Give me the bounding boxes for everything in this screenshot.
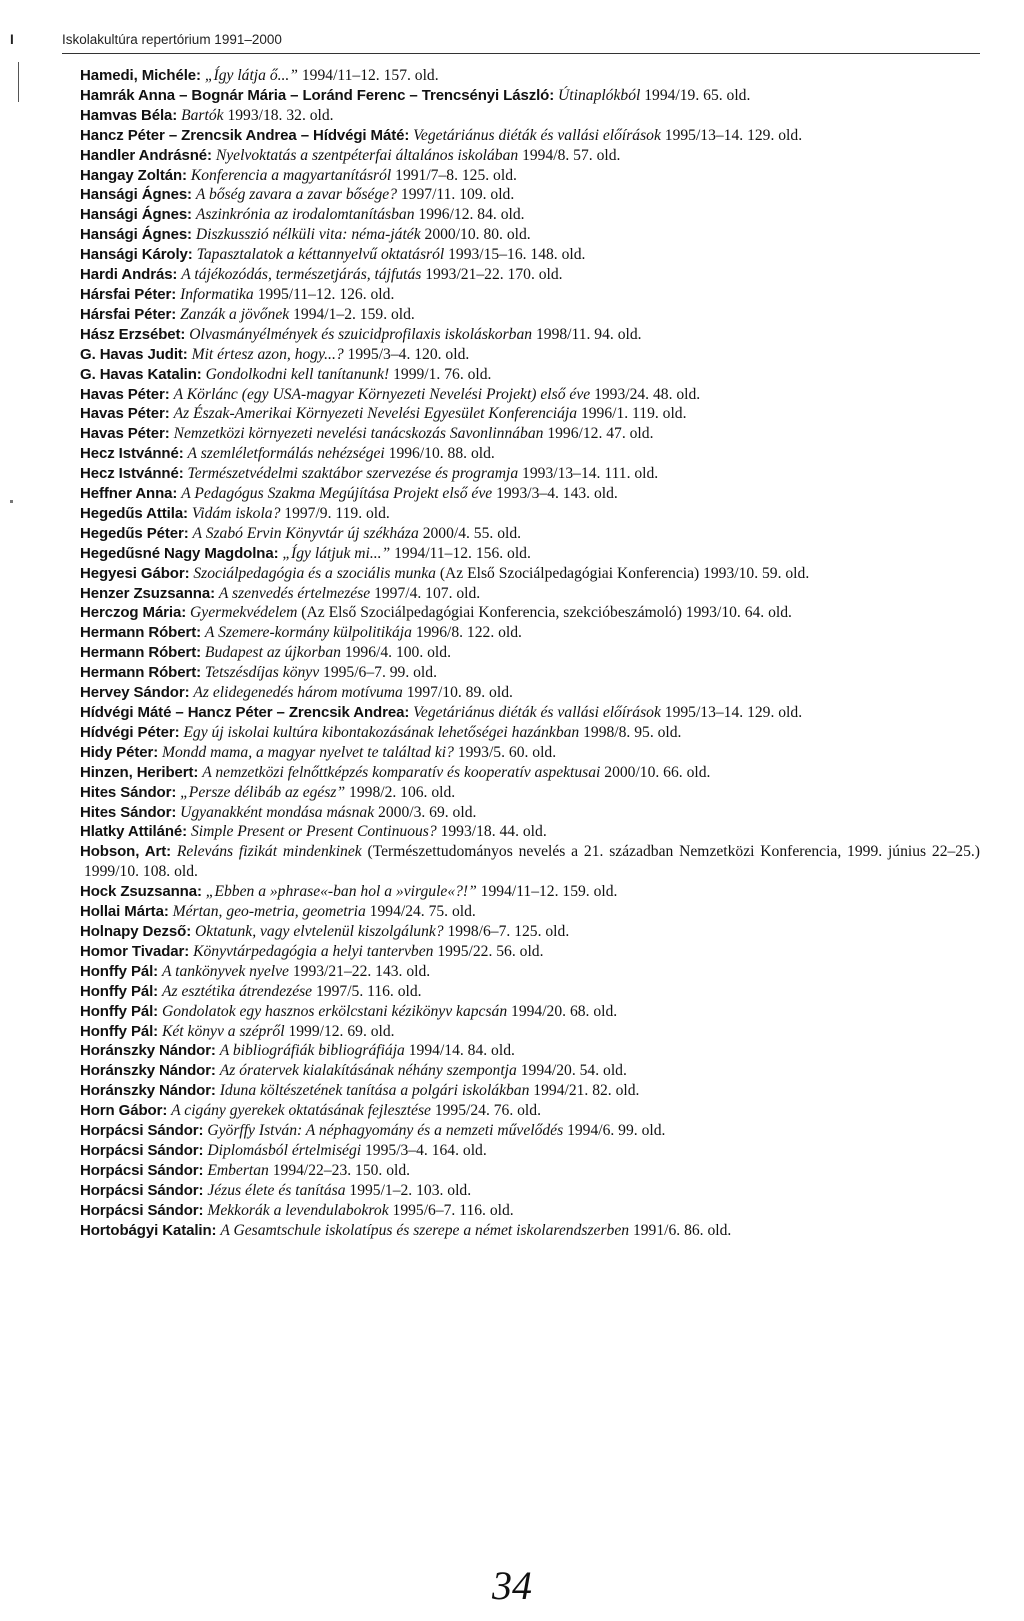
entry-author: Hársfai Péter: xyxy=(80,305,177,323)
entry-citation: 1997/10. 89. old. xyxy=(402,684,513,702)
entry-title: Oktatunk, vagy elvtelenül kiszolgálunk? xyxy=(195,922,444,940)
entry-author: Hansági Ágnes: xyxy=(80,226,192,244)
entry-author: Henzer Zsuzsanna: xyxy=(80,584,215,602)
bibliography-entry xyxy=(80,603,980,623)
entry-author: Hegedűsné Nagy Magdolna: xyxy=(80,544,279,562)
entry-citation: 1995/11–12. 126. old. xyxy=(253,285,395,303)
entry-title: A szemléletformálás nehézségei xyxy=(187,445,385,463)
entry-author: Horpácsi Sándor: xyxy=(80,1161,204,1179)
entry-author: Hegedűs Attila: xyxy=(80,504,188,522)
bibliography-entry xyxy=(80,783,980,803)
entry-citation: 1993/13–14. 111. old. xyxy=(518,465,659,483)
entry-citation: 1994/20. 54. old. xyxy=(516,1062,627,1080)
entry-title: Simple Present or Present Continuous? xyxy=(190,823,437,841)
page-number: 34 xyxy=(492,1563,532,1608)
entry-title: Az Észak-Amerikai Környezeti Nevelési Egyesület Konferenciája xyxy=(173,405,578,423)
entry-title: A nemzetközi felnőttképzés komparatív és kooperatív aspektusai xyxy=(202,763,601,781)
entry-title: Mondd mama, a magyar nyelvet te találtad ki? xyxy=(162,743,454,761)
entry-citation: 1998/8. 95. old. xyxy=(579,723,682,741)
entry-citation: 1993/18. 44. old. xyxy=(436,823,547,841)
entry-title: Aszinkrónia az irodalomtanításban xyxy=(195,206,415,224)
entry-citation: 1995/13–14. 129. old. xyxy=(660,704,803,721)
bibliography-entry xyxy=(80,1181,980,1201)
entry-author: Horánszky Nándor: xyxy=(80,1062,216,1080)
entry-title: A cigány gyerekek oktatásának fejlesztése xyxy=(171,1102,431,1120)
entry-citation: 1993/5. 60. old. xyxy=(453,743,557,761)
entry-title: Az óratervek kialakításának néhány szempontja xyxy=(219,1062,517,1080)
entry-author: Horpácsi Sándor: xyxy=(80,1122,204,1140)
entry-author: Hollai Márta: xyxy=(80,903,169,921)
entry-citation: 1996/10. 88. old. xyxy=(384,445,495,463)
entry-title: Releváns fizikát mindenkinek xyxy=(176,843,362,861)
entry-title: Diplomásból értelmiségi xyxy=(207,1141,362,1159)
bibliography-entry xyxy=(80,942,980,962)
entry-citation: 1997/11. 109. old. xyxy=(397,186,515,204)
bibliography-entry xyxy=(80,185,980,205)
bibliography-entry xyxy=(80,842,980,882)
entry-citation: 1999/12. 69. old. xyxy=(284,1022,395,1040)
entry-title: Diszkusszió nélküli vita: néma-játék xyxy=(195,226,421,244)
entry-title: „Ebben a »phrase«-ban hol a »virgule«?!” xyxy=(205,883,477,901)
entry-title: Nyelvoktatás a szentpéterfai általános iskolában xyxy=(215,146,519,164)
entry-citation: 1994/11–12. 156. old. xyxy=(390,544,531,562)
entry-author: Horánszky Nándor: xyxy=(80,1042,216,1060)
entry-author: Hász Erzsébet: xyxy=(80,325,186,343)
bibliography-entry xyxy=(80,663,980,683)
bibliography-entry xyxy=(80,822,980,842)
bibliography-entry xyxy=(80,325,980,345)
entry-title: Két könyv a szépről xyxy=(161,1022,285,1040)
entry-citation: 1993/3–4. 143. old. xyxy=(492,485,618,503)
entry-author: Hangay Zoltán: xyxy=(80,166,187,184)
entry-title: A bibliográfiák bibliográfiája xyxy=(219,1042,405,1060)
entry-title: Természetvédelmi szaktábor szervezése és programja xyxy=(187,465,519,483)
entry-author: Hansági Károly: xyxy=(80,246,193,264)
entry-author: Hervey Sándor: xyxy=(80,684,190,702)
bibliography-entry xyxy=(80,763,980,783)
entry-title: Vidám iskola? xyxy=(191,504,281,522)
entry-author: G. Havas Katalin: xyxy=(80,365,202,383)
entry-title: Könyvtárpedagógia a helyi tantervben xyxy=(193,942,434,960)
bibliography-entry xyxy=(80,1002,980,1022)
bibliography-entry xyxy=(80,345,980,365)
bibliography-entry xyxy=(80,584,980,604)
entry-author: Hansági Ágnes: xyxy=(80,206,192,224)
entry-title: „Így látja ő...” xyxy=(204,67,298,84)
bibliography-entry xyxy=(80,1081,980,1101)
entry-author: Holnapy Dezső: xyxy=(80,922,192,940)
bibliography-entry xyxy=(80,365,980,385)
entry-title: Vegetáriánus diéták és vallási előírások xyxy=(413,704,661,721)
entry-citation: 1991/6. 86. old. xyxy=(629,1221,732,1239)
entry-citation: 1997/4. 107. old. xyxy=(370,584,481,602)
entry-author: Hancz Péter – Zrencsik Andrea – Hídvégi Máté: xyxy=(80,126,410,144)
bibliography-entry xyxy=(80,1141,980,1161)
entry-title: „Így látjuk mi...” xyxy=(282,544,391,562)
entry-title: A szenvedés értelmezése xyxy=(218,584,371,602)
bibliography-entry xyxy=(80,504,980,524)
entry-author: Hites Sándor: xyxy=(80,803,177,821)
entry-citation: 1994/24. 75. old. xyxy=(365,903,476,921)
entry-citation: 1995/6–7. 99. old. xyxy=(319,664,437,682)
entry-title: Nemzetközi környezeti nevelési tanácskozás Savonlinnában xyxy=(173,425,544,443)
entry-citation: 1995/22. 56. old. xyxy=(433,942,544,960)
entry-citation: 1995/3–4. 164. old. xyxy=(361,1141,487,1159)
entry-author: Hársfai Péter: xyxy=(80,285,177,303)
entry-title: Györffy István: A néphagyomány és a nemzeti művelődés xyxy=(207,1122,564,1140)
entry-citation: 1996/12. 47. old. xyxy=(543,425,654,443)
entry-citation: 1994/20. 68. old. xyxy=(507,1002,618,1020)
entry-author: Hecz Istvánné: xyxy=(80,465,184,483)
entry-citation: 2000/4. 55. old. xyxy=(418,524,522,542)
bibliography-entry xyxy=(80,982,980,1002)
bibliography-entry xyxy=(80,803,980,823)
entry-author: Havas Péter: xyxy=(80,425,170,443)
entry-author: Hídvégi Péter: xyxy=(80,723,180,741)
entry-title: A Gesamtschule iskolatípus és szerepe a német iskolarendszerben xyxy=(220,1221,630,1239)
running-header xyxy=(10,32,1002,47)
entry-author: Hegedűs Péter: xyxy=(80,524,189,542)
entry-author: Honffy Pál: xyxy=(80,982,159,1000)
entry-citation: 1991/7–8. 125. old. xyxy=(391,166,517,184)
entry-title: Szociálpedagógia és a szociális munka xyxy=(193,564,436,582)
entry-title: Ugyanakként mondása másnak xyxy=(180,803,375,821)
entry-title: Az esztétika átrendezése xyxy=(161,982,313,1000)
entry-title: Mértan, geo-metria, geometria xyxy=(172,903,366,921)
entry-title: Egy új iskolai kultúra kibontakozásának lehetőségei hazánkban xyxy=(183,723,580,741)
entry-citation: 1996/1. 119. old. xyxy=(577,405,687,423)
entry-author: G. Havas Judit: xyxy=(80,345,188,363)
entry-author: Hortobágyi Katalin: xyxy=(80,1221,217,1239)
bibliography-entry xyxy=(80,962,980,982)
entry-author: Hermann Róbert: xyxy=(80,664,202,682)
bibliography-entry xyxy=(80,166,980,186)
entry-author: Hock Zsuzsanna: xyxy=(80,883,202,901)
entry-author: Honffy Pál: xyxy=(80,1022,159,1040)
bibliography-entry xyxy=(80,385,980,405)
entry-author: Hites Sándor: xyxy=(80,783,177,801)
entry-citation: 1996/8. 122. old. xyxy=(411,624,522,642)
bibliography-entry xyxy=(80,1201,980,1221)
entry-title: Gyermekvédelem xyxy=(190,604,298,622)
entry-title: Tapasztalatok a kéttannyelvű oktatásról xyxy=(196,246,445,264)
entry-title: Útinaplókból xyxy=(558,86,641,104)
entry-author: Hardi András: xyxy=(80,266,178,284)
entry-citation: 1994/8. 57. old. xyxy=(518,146,621,164)
entry-citation: 1993/21–22. 143. old. xyxy=(288,962,431,980)
entry-title: Informatika xyxy=(180,285,254,303)
entry-author: Hamedi, Michéle: xyxy=(80,67,201,84)
bibliography-entry xyxy=(80,146,980,166)
bibliography-entry xyxy=(80,285,980,305)
entry-author: Homor Tivadar: xyxy=(80,942,190,960)
entry-citation: 1993/15–16. 148. old. xyxy=(444,246,586,264)
entry-title: A Pedagógus Szakma Megújítása Projekt első éve xyxy=(181,485,493,503)
entry-citation: 1995/13–14. 129. old. xyxy=(660,126,803,144)
bibliography-entry xyxy=(80,1061,980,1081)
entry-title: Zanzák a jövőnek xyxy=(180,305,290,323)
bibliography-entry xyxy=(80,464,980,484)
bibliography-entry xyxy=(80,424,980,444)
entry-title: Konferencia a magyartanításról xyxy=(190,166,392,184)
entry-author: Hobson, Art: xyxy=(80,843,171,861)
bibliography-entry xyxy=(80,922,980,942)
bibliography-entry xyxy=(80,106,980,126)
entry-author: Handler Andrásné: xyxy=(80,146,212,164)
bibliography-entry xyxy=(80,1041,980,1061)
bibliography-entry xyxy=(80,66,980,86)
entry-title: Budapest az újkorban xyxy=(204,644,341,662)
entry-citation: (Az Első Szociálpedagógiai Konferencia) 1993/10. 59. old. xyxy=(435,564,810,582)
entry-citation: 1997/9. 119. old. xyxy=(280,504,390,522)
entry-citation: 1994/14. 84. old. xyxy=(404,1042,515,1060)
entry-citation: 1998/6–7. 125. old. xyxy=(443,922,570,940)
entry-author: Hansági Ágnes: xyxy=(80,186,192,204)
bibliography-entry xyxy=(80,703,980,723)
entry-citation: 1994/21. 82. old. xyxy=(529,1082,640,1100)
bibliography-entry xyxy=(80,225,980,245)
bibliography-entry xyxy=(80,305,980,325)
bibliography-list xyxy=(80,66,980,1240)
entry-title: A bőség zavara a zavar bősége? xyxy=(195,186,397,204)
margin-mark xyxy=(10,500,13,503)
entry-title: „Persze délibáb az egész” xyxy=(180,783,346,801)
entry-author: Heffner Anna: xyxy=(80,485,178,503)
entry-citation: 2000/10. 66. old. xyxy=(600,763,711,781)
bibliography-entry xyxy=(80,265,980,285)
entry-title: A tankönyvek nyelve xyxy=(161,962,289,980)
entry-title: Gondolkodni kell tanítanunk! xyxy=(205,365,390,383)
entry-citation: 1993/24. 48. old. xyxy=(590,385,701,403)
entry-author: Horpácsi Sándor: xyxy=(80,1181,204,1199)
bibliography-entry xyxy=(80,126,980,146)
entry-citation: 1995/1–2. 103. old. xyxy=(345,1181,472,1199)
entry-title: Tetszésdíjas könyv xyxy=(204,664,320,682)
bibliography-entry xyxy=(80,524,980,544)
entry-author: Horánszky Nándor: xyxy=(80,1082,216,1100)
bibliography-entry xyxy=(80,1101,980,1121)
entry-author: Horpácsi Sándor: xyxy=(80,1141,204,1159)
entry-citation: 1993/21–22. 170. old. xyxy=(421,266,563,284)
entry-citation: (Természettudományos nevelés a 21. században Nemzetközi Konferencia, 1999. június 22–25.) 1999/10. 108. old. xyxy=(84,843,980,881)
bibliography-entry xyxy=(80,1161,980,1181)
entry-citation: 1994/1–2. 159. old. xyxy=(289,305,415,323)
entry-author: Hegyesi Gábor: xyxy=(80,564,190,582)
bibliography-entry xyxy=(80,683,980,703)
entry-citation: 1993/18. 32. old. xyxy=(223,106,334,124)
bibliography-entry xyxy=(80,902,980,922)
entry-title: A Körlánc (egy USA-magyar Környezeti Nevelési Projekt) első éve xyxy=(173,385,591,403)
bibliography-entry xyxy=(80,643,980,663)
entry-author: Honffy Pál: xyxy=(80,962,159,980)
entry-title: Bartók xyxy=(181,106,224,124)
bibliography-entry xyxy=(80,444,980,464)
entry-author: Hamvas Béla: xyxy=(80,106,178,124)
bibliography-entry xyxy=(80,1221,980,1241)
entry-author: Hermann Róbert: xyxy=(80,644,202,662)
margin-line xyxy=(18,62,19,102)
bibliography-entry xyxy=(80,743,980,763)
header-rule xyxy=(62,53,980,54)
entry-citation: 1994/11–12. 157. old. xyxy=(297,67,439,84)
entry-title: Gondolatok egy hasznos erkölcstani kézikönyv kapcsán xyxy=(161,1002,508,1020)
entry-author: Hinzen, Heribert: xyxy=(80,763,199,781)
entry-author: Honffy Pál: xyxy=(80,1002,159,1020)
entry-citation: 2000/10. 80. old. xyxy=(420,226,531,244)
entry-title: A Szemere-kormány külpolitikája xyxy=(204,624,412,642)
bibliography-entry xyxy=(80,623,980,643)
bibliography-entry xyxy=(80,1121,980,1141)
entry-author: Hamrák Anna – Bognár Mária – Loránd Ferenc – Trencsényi László: xyxy=(80,86,555,104)
bibliography-entry xyxy=(80,564,980,584)
entry-citation: 2000/3. 69. old. xyxy=(374,803,477,821)
entry-author: Herczog Mária: xyxy=(80,604,187,622)
entry-title: A tájékozódás, természetjárás, tájfutás xyxy=(181,266,422,284)
bibliography-entry xyxy=(80,882,980,902)
entry-title: Mekkorák a levendulabokrok xyxy=(207,1201,389,1219)
entry-citation: 1999/1. 76. old. xyxy=(389,365,492,383)
entry-citation: 1997/5. 116. old. xyxy=(312,982,422,1000)
bibliography-entry xyxy=(80,544,980,564)
bibliography-entry xyxy=(80,484,980,504)
entry-author: Havas Péter: xyxy=(80,385,170,403)
entry-author: Hecz Istvánné: xyxy=(80,445,184,463)
entry-citation: 1995/6–7. 116. old. xyxy=(388,1201,514,1219)
bibliography-entry xyxy=(80,1022,980,1042)
entry-title: Iduna költészetének tanítása a polgári iskolákban xyxy=(219,1082,530,1100)
entry-title: Jézus élete és tanítása xyxy=(207,1181,346,1199)
entry-citation: 1996/12. 84. old. xyxy=(414,206,525,224)
bibliography-entry xyxy=(80,245,980,265)
bibliography-entry xyxy=(80,723,980,743)
entry-author: Hidy Péter: xyxy=(80,743,159,761)
header-mark: I xyxy=(10,32,14,47)
entry-citation: 1995/24. 76. old. xyxy=(430,1102,541,1120)
entry-citation: 1994/11–12. 159. old. xyxy=(476,883,618,901)
entry-citation: 1998/11. 94. old. xyxy=(532,325,642,343)
running-title: Iskolakultúra repertórium 1991–2000 xyxy=(62,32,282,47)
entry-citation: 1994/19. 65. old. xyxy=(640,86,751,104)
entry-title: Vegetáriánus diéták és vallási előírások xyxy=(413,126,661,144)
entry-citation: 1995/3–4. 120. old. xyxy=(343,345,470,363)
entry-citation: 1994/22–23. 150. old. xyxy=(268,1161,411,1179)
bibliography-entry xyxy=(80,205,980,225)
bibliography-entry xyxy=(80,86,980,106)
entry-title: Mit értesz azon, hogy...? xyxy=(191,345,344,363)
bibliography-entry xyxy=(80,404,980,424)
entry-author: Hermann Róbert: xyxy=(80,624,202,642)
entry-citation: 1996/4. 100. old. xyxy=(340,644,451,662)
entry-author: Havas Péter: xyxy=(80,405,170,423)
entry-title: Olvasmányélmények és szuicidprofilaxis iskoláskorban xyxy=(189,325,533,343)
entry-citation: 1998/2. 106. old. xyxy=(345,783,456,801)
entry-author: Hlatky Attiláné: xyxy=(80,823,188,841)
entry-title: Embertan xyxy=(207,1161,269,1179)
entry-citation: (Az Első Szociálpedagógiai Konferencia, szekcióbeszámoló) 1993/10. 64. old. xyxy=(297,604,792,622)
entry-author: Horn Gábor: xyxy=(80,1102,168,1120)
entry-title: A Szabó Ervin Könyvtár új székháza xyxy=(192,524,419,542)
entry-author: Horpácsi Sándor: xyxy=(80,1201,204,1219)
entry-citation: 1994/6. 99. old. xyxy=(563,1122,666,1140)
entry-title: Az elidegenedés három motívuma xyxy=(193,684,403,702)
entry-author: Hídvégi Máté – Hancz Péter – Zrencsik Andrea: xyxy=(80,704,410,721)
